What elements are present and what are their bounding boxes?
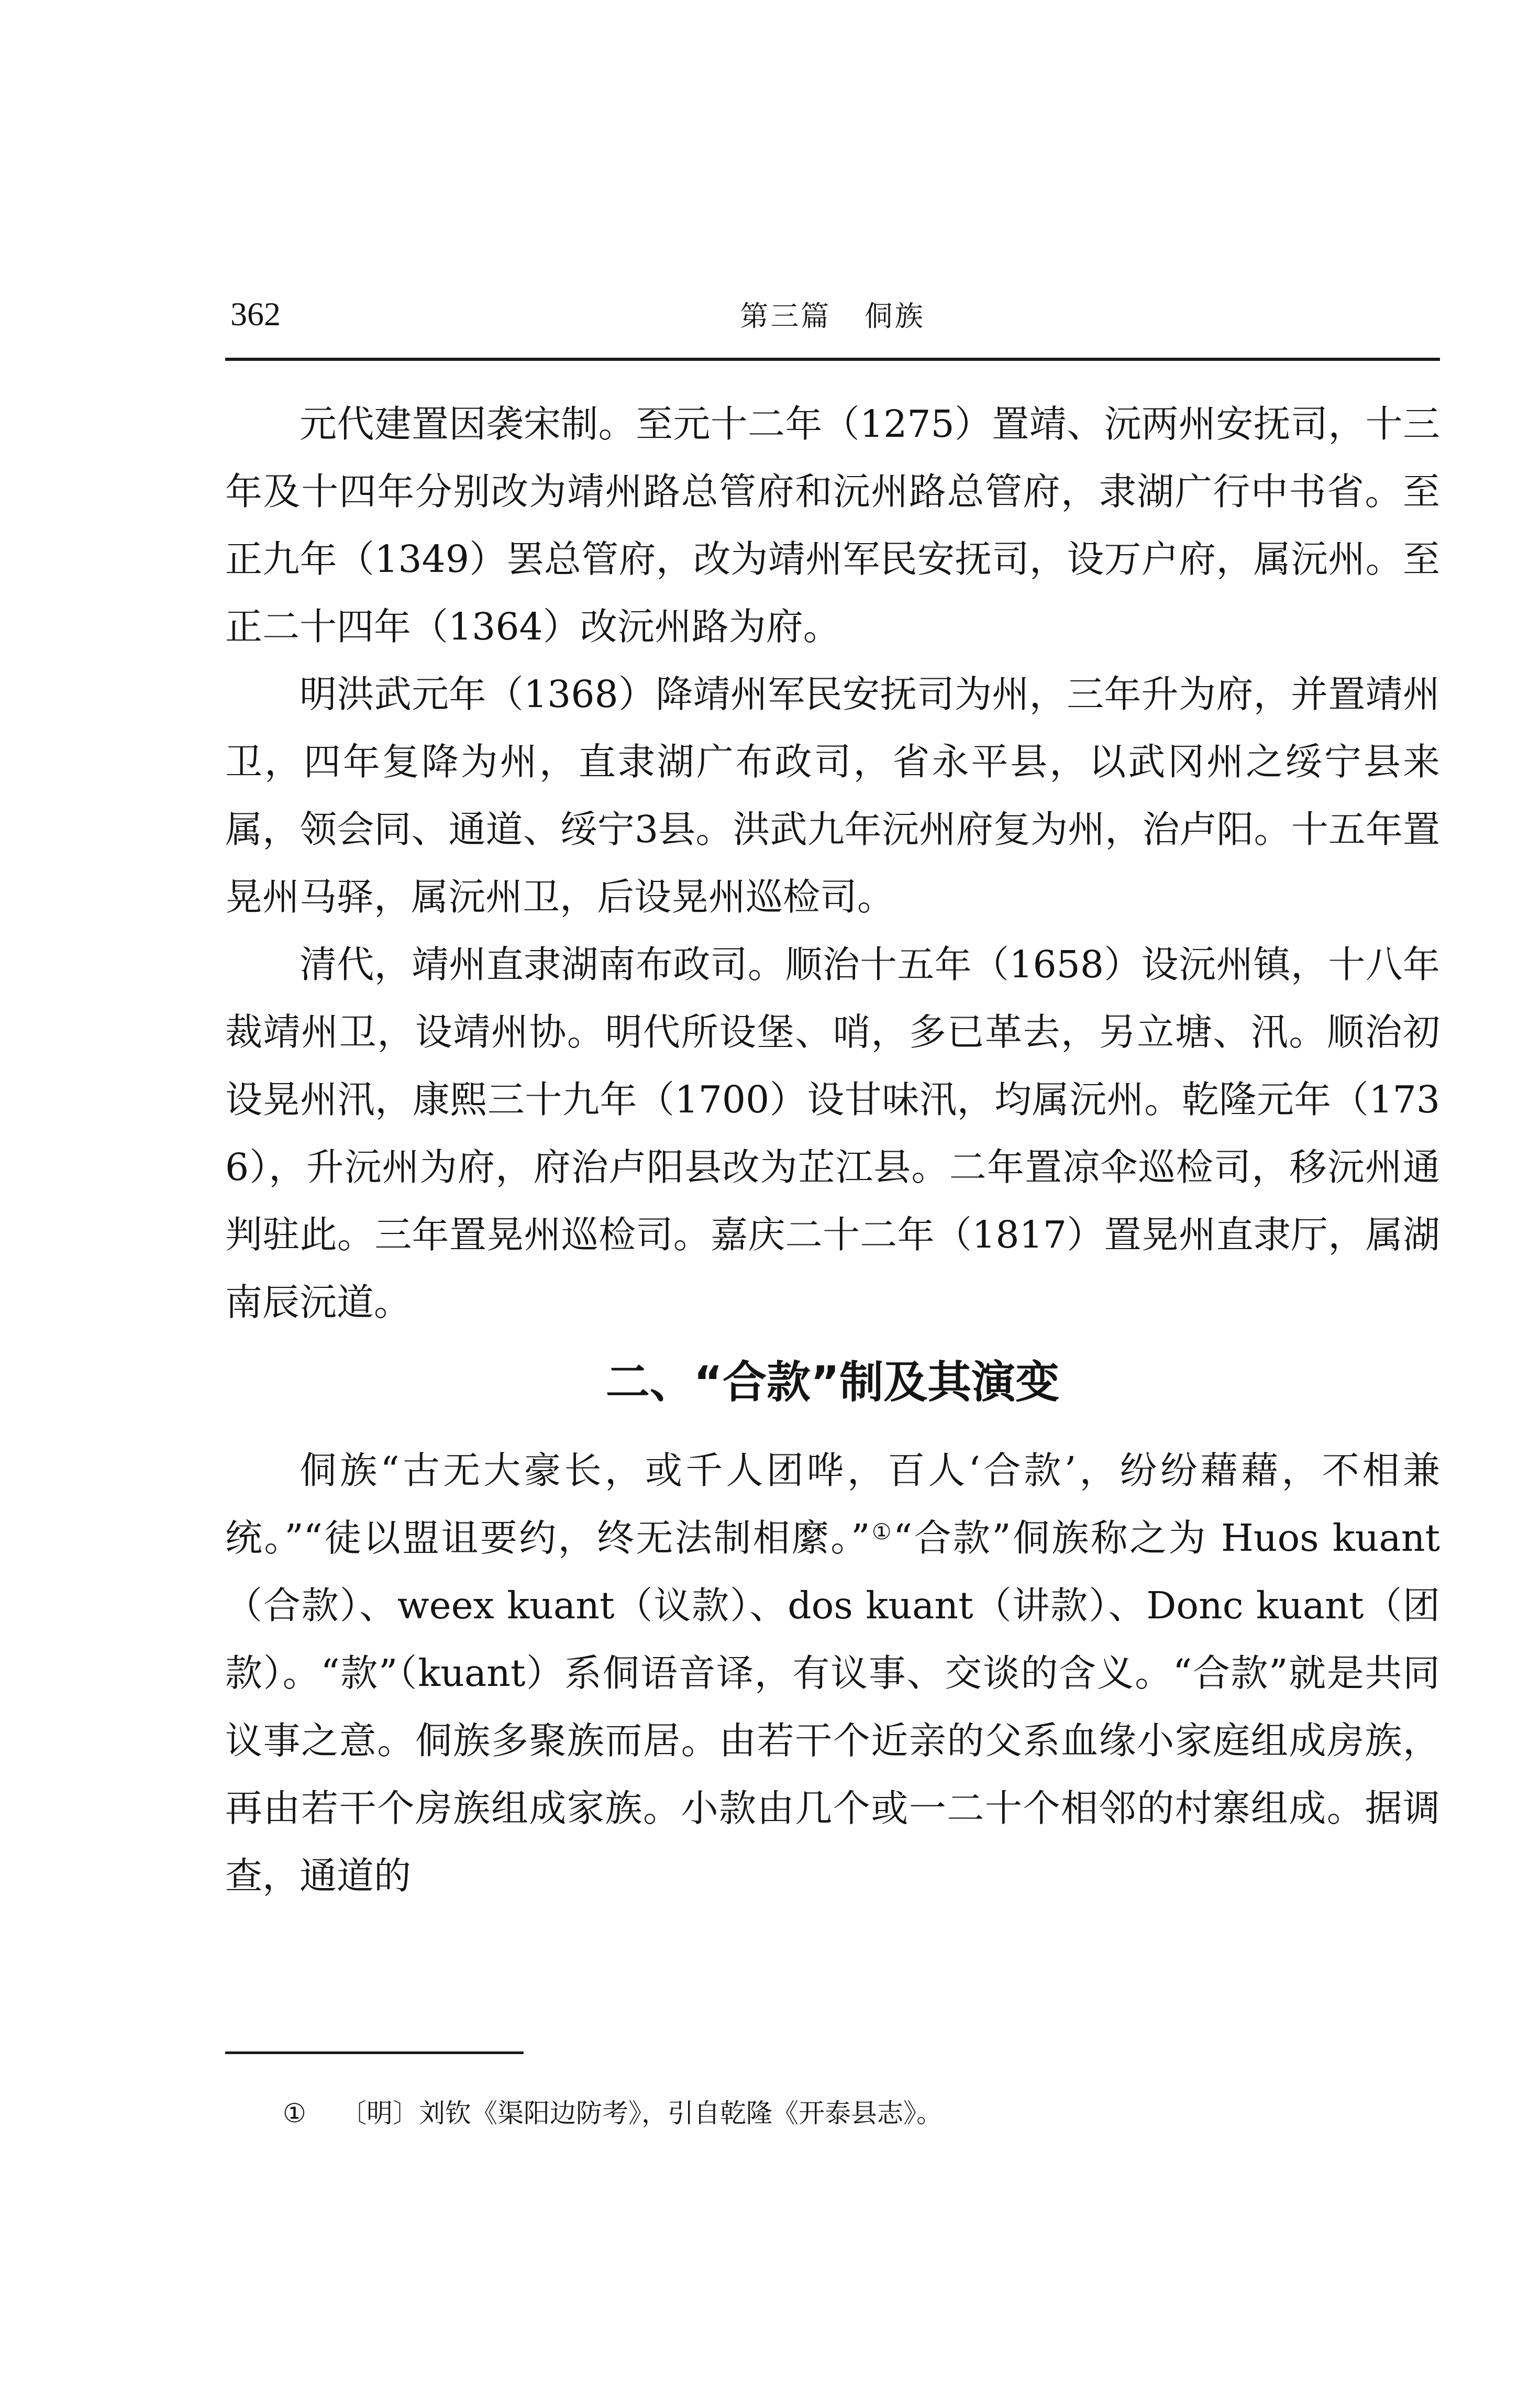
footnote: [283, 2090, 1435, 2137]
footnote-reference[interactable]: ①: [870, 1519, 893, 1544]
section-title: 二、“合款”制及其演变: [605, 1356, 1060, 1408]
footnote-rule: [225, 2051, 524, 2054]
paragraph-qing-dynasty: 清代，靖州直隶湖南布政司。顺治十五年（1658）设沅州镇，十八年裁靖州卫，设靖州协。明代所设堡、哨，多已革去，另立塘、汛。顺治初设晃州汛，康熙三十九年（1700）设甘味汛，均属沅州。乾隆元年（1736），升沅州为府，府治卢阳县改为芷江县。二年置凉伞巡检司，移沅州通判驻此。三年置晃州巡检司。嘉庆二十二年（1817）置晃州直隶厅，属湖南辰沅道。: [225, 943, 1440, 1324]
paragraph-hekuan-quote: 侗族“古无大豪长，或千人团哗，百人‘合款’，纷纷藉藉，不相兼统。”“徒以盟诅要约，终无法制相縻。”: [225, 1449, 1440, 1560]
page-header: [225, 291, 1440, 354]
paragraph-yuan-dynasty: 元代建置因袭宋制。至元十二年（1275）置靖、沅两州安抚司，十三年及十四年分别改为靖州路总管府和沅州路总管府，隶湖广行中书省。至正九年（1349）罢总管府，改为靖州军民安抚司，设万户府，属沅州。至正二十四年（1364）改沅州路为府。: [225, 402, 1440, 648]
footnote-text: 〔明〕刘钦《渠阳边防考》，引自乾隆《开泰县志》。: [340, 2098, 943, 2128]
body-text: [225, 390, 1440, 1910]
header-rule: [225, 358, 1440, 361]
page-number: 362: [230, 295, 281, 333]
paragraph-hekuan-text: “合款”侗族称之为 Huos kuant（合款）、weex kuant（议款）、dos kuant（讲款）、Donc kuant（团款）。“款”（kuant）系侗语音译，有议事、交谈的含义。“合款”就是共同议事之意。侗族多聚族而居。由若干个近亲的父系血缘小家庭组成房族，再由若干个房族组成家族。小款由几个或一二十个相邻的村寨组成。据调查，通道的: [225, 1516, 1440, 1897]
footnote-number: ①: [283, 2098, 306, 2128]
paragraph-hekuan: [225, 1437, 1440, 1910]
running-head: 第三篇 侗族: [740, 300, 925, 333]
paragraph-ming-dynasty: 明洪武元年（1368）降靖州军民安抚司为州，三年升为府，并置靖州卫，四年复降为州，直隶湖广布政司，省永平县，以武冈州之绥宁县来属，领会同、通道、绥宁3县。洪武九年沅州府复为州，治卢阳。十五年置晃州马驿，属沅州卫，后设晃州巡检司。: [225, 672, 1440, 919]
